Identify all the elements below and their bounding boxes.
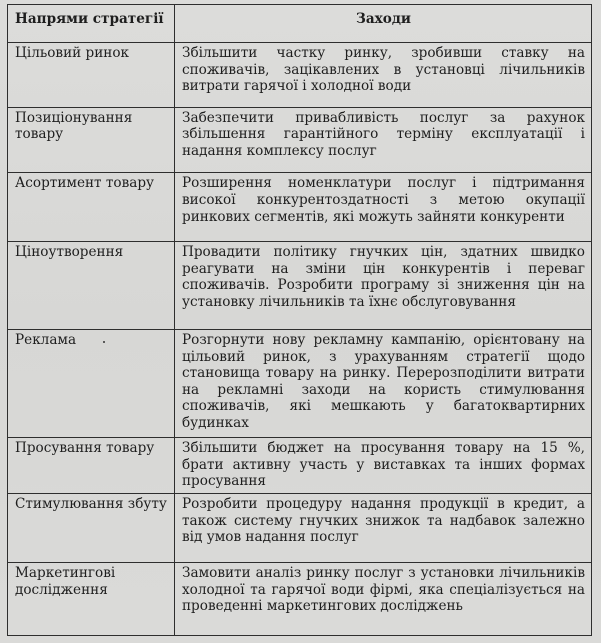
strategy-measures: Збільшити бюджет на просування товару на 15 %, брати активну участь у виставках та інших формах просування — [175, 437, 592, 493]
column-header-measures: Заходи — [175, 5, 592, 43]
column-header-directions: Напрями стратегії — [8, 5, 175, 43]
strategy-measures: Забезпечити привабливість послуг за рахунок збільшення гарантійного терміну експлуатації і надання комплексу послуг — [175, 107, 592, 173]
strategy-measures: Розширення номенклатури послуг і підтримання високої конкурентоздатності з метою окупації ринкових сегментів, які можуть зайняти конкуренти — [175, 173, 592, 242]
table-row — [8, 562, 592, 635]
strategy-direction: Ціноутворення — [8, 242, 175, 330]
table-row — [8, 494, 592, 563]
strategy-direction: Маркетингові дослідження — [8, 562, 175, 635]
scan-speck — [103, 341, 105, 343]
table-header-row — [8, 5, 592, 43]
strategy-measures: Провадити політику гнучких цін, здатних швидко реагувати на зміни цін конкурентів і переваг споживачів. Розробити програму зі зниження цін на установку лічильників та їхнє обслуговування — [175, 242, 592, 330]
table-row — [8, 43, 592, 108]
strategy-measures: Замовити аналіз ринку послуг з установки лічильників холодної та гарячої води фірмі, яка спеціалізується на проведенні маркетингових досліджень — [175, 562, 592, 635]
strategy-direction: Цільовий ринок — [8, 43, 175, 108]
table-row — [8, 173, 592, 242]
strategy-measures: Розгорнути нову рекламну кампанію, орієнтовану на цільовий ринок, з урахуванням стратегії щодо становища товару на ринку. Перерозподілити витрати на рекламні заходи на користь стимулювання споживачів, які мешкають у багатоквартирних будинках — [175, 329, 592, 437]
strategy-direction: Стимулювання збуту — [8, 494, 175, 563]
table-row — [8, 242, 592, 330]
strategy-direction: Просування товару — [8, 437, 175, 493]
table-row — [8, 107, 592, 173]
strategy-direction: Позиціонування товару — [8, 107, 175, 173]
table-row — [8, 437, 592, 493]
strategy-direction: Реклама — [8, 329, 175, 437]
strategy-direction: Асортимент товару — [8, 173, 175, 242]
strategy-measures: Збільшити частку ринку, зробивши ставку на споживачів, зацікавлених в установці лічильників витрати гарячої і холодної води — [175, 43, 592, 108]
table-row — [8, 329, 592, 437]
strategy-table — [7, 4, 592, 636]
strategy-measures: Розробити процедуру надання продукції в кредит, а також систему гнучких знижок та надбавок залежно від умов надання послуг — [175, 494, 592, 563]
